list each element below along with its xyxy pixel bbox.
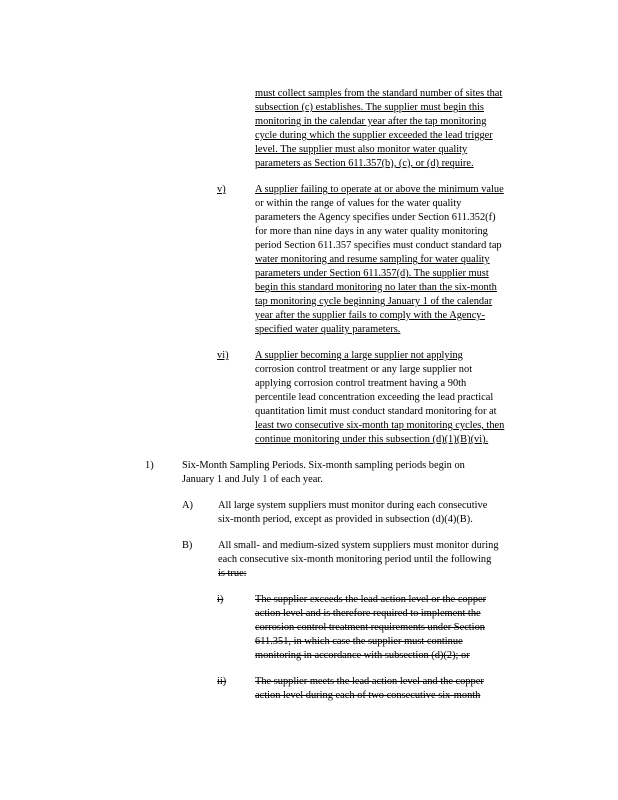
item-label: 1): [145, 460, 154, 471]
text-line: applying corrosion control treatment having a 90th: [255, 378, 467, 389]
text-line: begin this standard monitoring no later than the six-month: [255, 282, 497, 293]
text-line: each consecutive six-month monitoring period until the following: [218, 554, 492, 565]
text-line: tap monitoring cycle beginning January 1 of the calendar: [255, 296, 493, 307]
text-line: for more than nine days in any water quality monitoring: [255, 226, 488, 237]
text-line: water monitoring and resume sampling for water quality: [255, 254, 490, 265]
text-line: subsection (c) establishes. The supplier must begin this: [255, 102, 484, 113]
item-label: i): [217, 594, 224, 605]
text-line: All small- and medium-sized system suppliers must monitor during: [218, 540, 499, 551]
text-line: percentile lead concentration exceeding the lead practical: [255, 392, 494, 403]
text-line: A supplier becoming a large supplier not applying: [255, 350, 463, 361]
text-line: least two consecutive six-month tap monitoring cycles, then: [255, 420, 505, 431]
text-line: The supplier meets the lead action level and the copper: [255, 676, 484, 687]
text-line: corrosion control treatment requirements under Section: [255, 622, 485, 633]
text-line: monitoring in the calendar year after the tap monitoring: [255, 116, 487, 127]
text-line: monitoring in accordance with subsection (d)(2); or: [255, 650, 470, 661]
text-line: January 1 and July 1 of each year.: [182, 474, 323, 485]
text-line: corrosion control treatment or any large supplier not: [255, 364, 473, 375]
text-line: 611.351, in which case the supplier must continue: [255, 636, 463, 647]
text-line: quantitation limit must conduct standard monitoring for at: [255, 406, 497, 417]
text-line: The supplier exceeds the lead action level or the copper: [255, 594, 487, 605]
text-line: parameters as Section 611.357(b), (c), or (d) require.: [255, 158, 474, 169]
text-line: action level and is therefore required to implement the: [255, 608, 481, 619]
text-line: or within the range of values for the water quality: [255, 198, 462, 209]
item-label: A): [182, 500, 193, 511]
text-line: action level during each of two consecutive six-month: [255, 690, 481, 701]
item-label: B): [182, 540, 193, 551]
text-line: continue monitoring under this subsection (d)(1)(B)(vi).: [255, 434, 489, 445]
text-line: six-month period, except as provided in subsection (d)(4)(B).: [218, 514, 473, 525]
text-line: is true:: [218, 568, 247, 579]
text-line: level. The supplier must also monitor water quality: [255, 144, 468, 155]
item-label: v): [217, 184, 226, 195]
item-label: ii): [217, 676, 227, 687]
text-line: Six-Month Sampling Periods. Six-month sampling periods begin on: [182, 460, 465, 471]
text-line: must collect samples from the standard number of sites that: [255, 88, 503, 99]
text-line: All large system suppliers must monitor during each consecutive: [218, 500, 488, 511]
text-line: year after the supplier fails to comply with the Agency-: [255, 310, 485, 321]
text-line: A supplier failing to operate at or above the minimum value: [255, 184, 504, 195]
item-label: vi): [217, 350, 229, 361]
text-line: parameters the Agency specifies under Section 611.352(f): [255, 212, 496, 223]
text-line: specified water quality parameters.: [255, 324, 401, 335]
text-line: period Section 611.357 specifies must conduct standard tap: [255, 240, 502, 251]
text-line: parameters under Section 611.357(d). The supplier must: [255, 268, 489, 279]
text-line: cycle during which the supplier exceeded the lead trigger: [255, 130, 493, 141]
